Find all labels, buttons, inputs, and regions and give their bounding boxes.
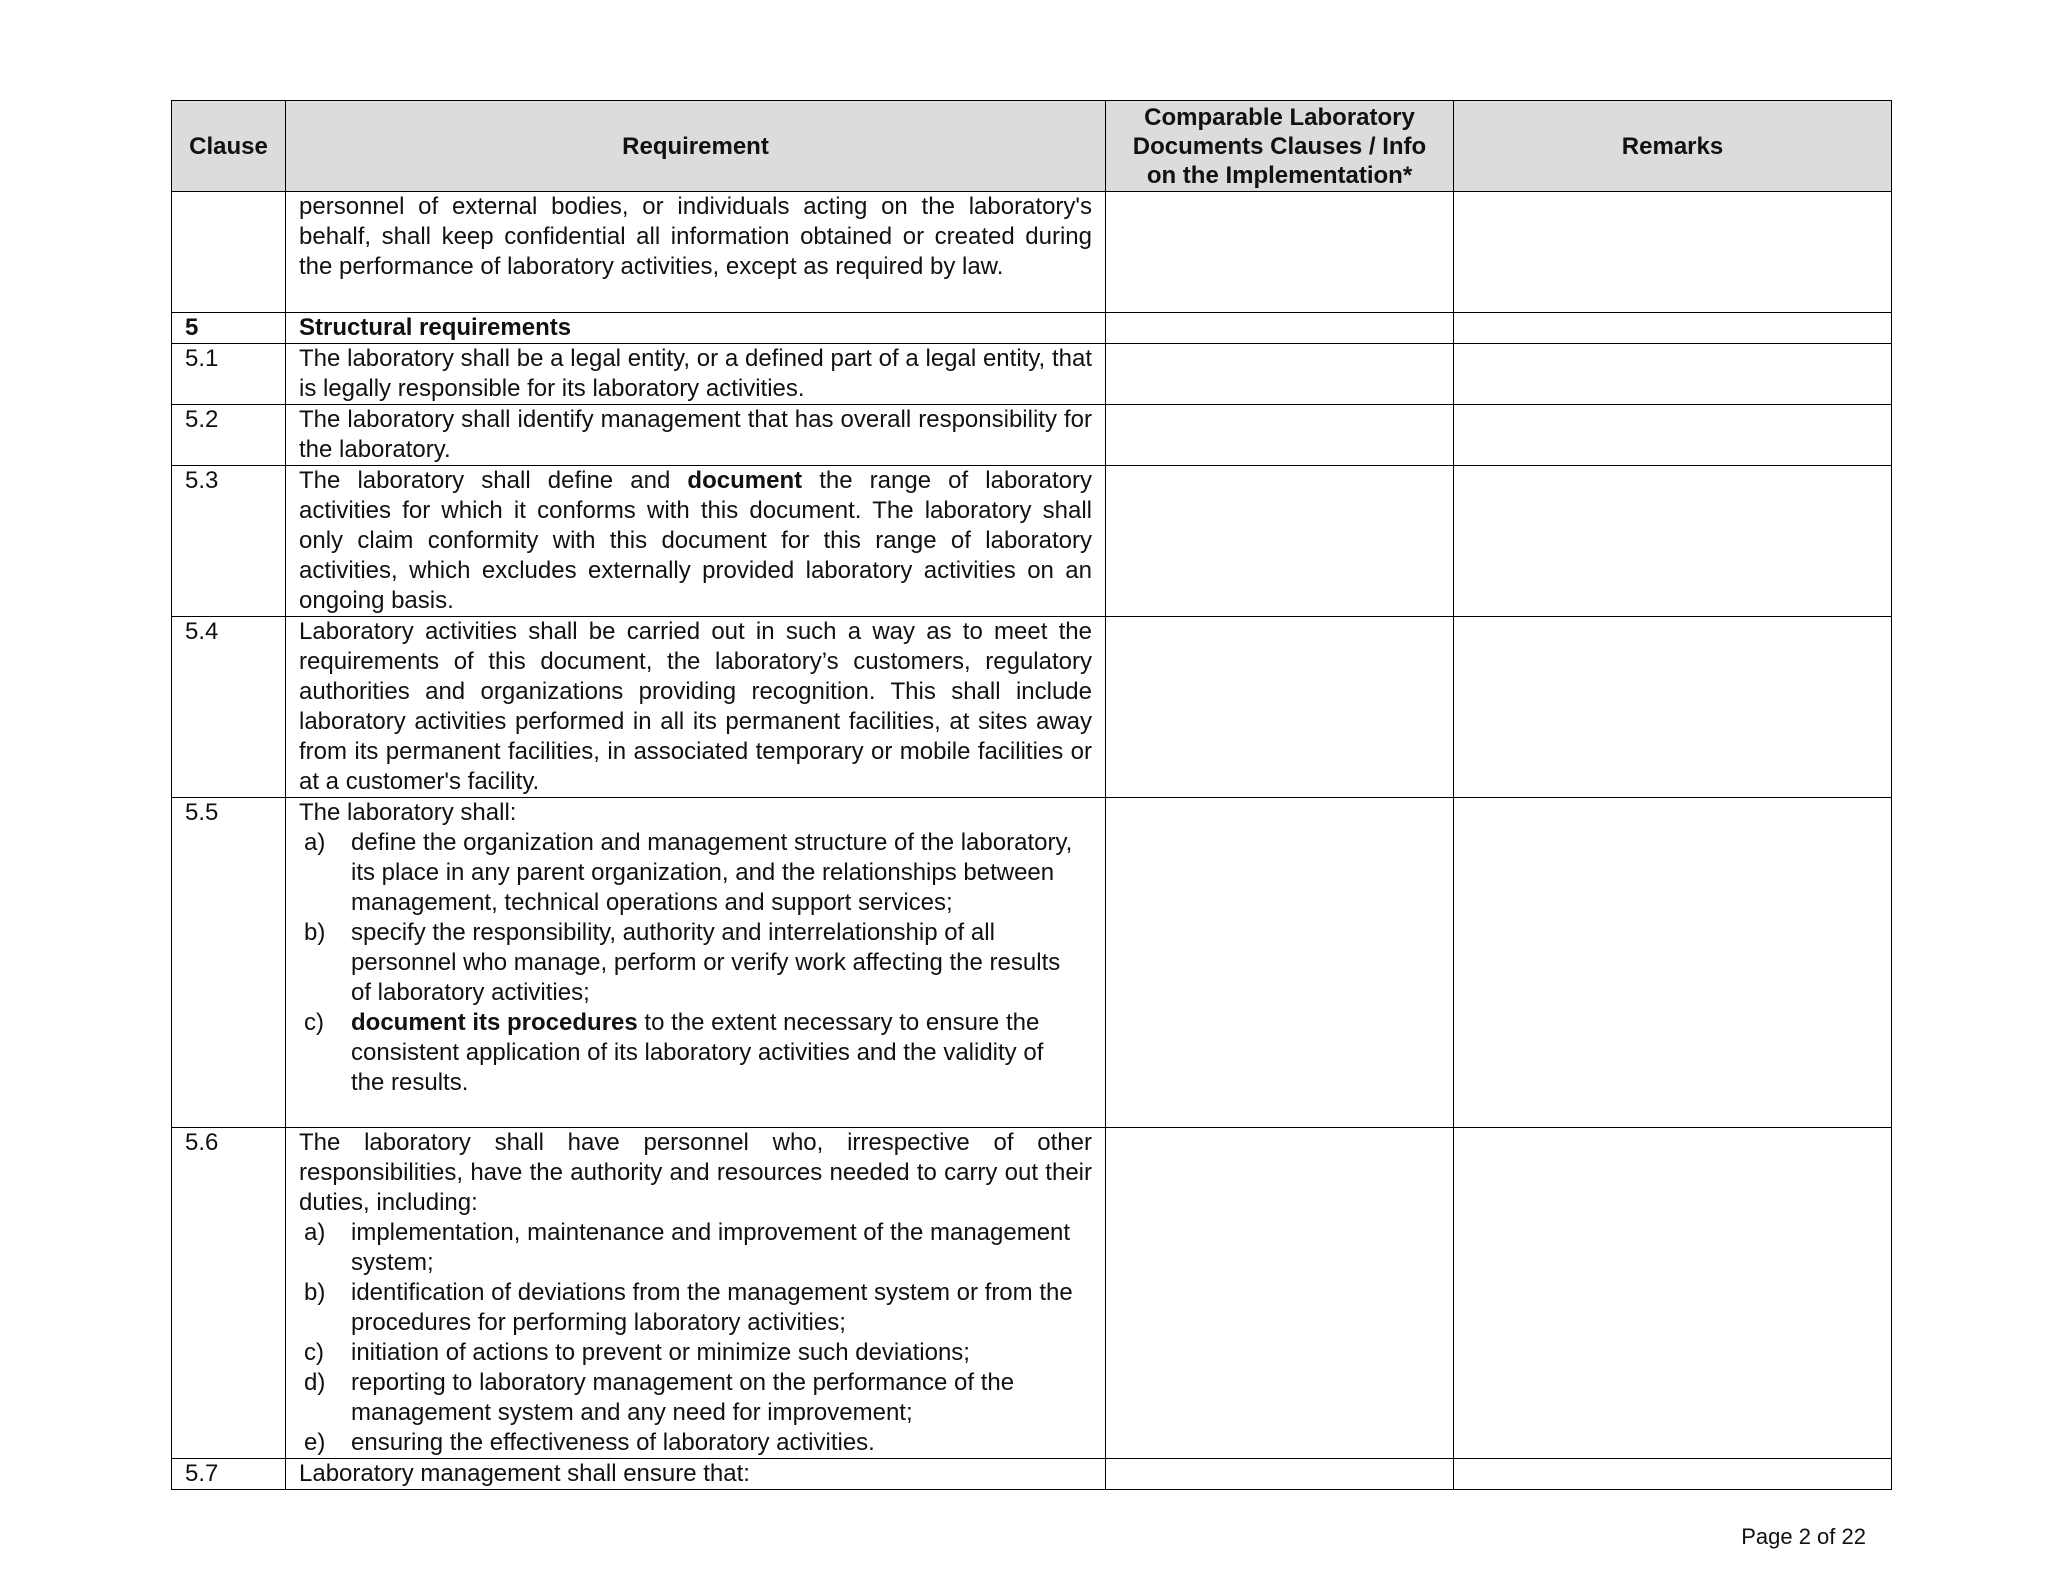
requirement-cell: The laboratory shall be a legal entity, or a defined part of a legal entity, that is legally responsible for its laboratory activities. bbox=[286, 344, 1106, 405]
list-item bbox=[299, 1338, 1092, 1368]
requirement-cell: personnel of external bodies, or individuals acting on the laboratory's behalf, shall keep confidential all information obtained or created during the performance of laboratory activities, except as required by law. bbox=[286, 192, 1106, 313]
requirement-cell: Laboratory activities shall be carried out in such a way as to meet the requirements of this document, the laboratory’s customers, regulatory authorities and organizations providing recognition. This shall include laboratory activities performed in all its permanent facilities, at sites away from its permanent facilities, in associated temporary or mobile facilities or at a customer's facility. bbox=[286, 617, 1106, 798]
emphasis-text: document bbox=[687, 467, 803, 494]
list-item-rest: to the extent necessary to ensure the consistent application of its laboratory activities and the validity of the results. bbox=[351, 1009, 1044, 1096]
requirement-intro: The laboratory shall have personnel who, irrespective of other responsibilities, have the authority and resources needed to carry out their duties, including: bbox=[299, 1129, 1092, 1216]
list-item-text: reporting to laboratory management on the performance of the management system and any need for improvement; bbox=[351, 1369, 1015, 1426]
list-item bbox=[299, 1278, 1092, 1338]
table-row bbox=[172, 1128, 1892, 1459]
remarks-cell bbox=[1454, 617, 1892, 798]
list-marker: c) bbox=[304, 1009, 324, 1036]
remarks-cell bbox=[1454, 192, 1892, 313]
clause-cell: 5.3 bbox=[172, 466, 286, 617]
list-marker: b) bbox=[304, 1279, 326, 1306]
list-item bbox=[299, 1008, 1092, 1098]
comparable-cell bbox=[1106, 405, 1454, 466]
list-item-text: implementation, maintenance and improvement of the management system; bbox=[351, 1219, 1071, 1276]
table-row bbox=[172, 1459, 1892, 1490]
list-marker: b) bbox=[304, 919, 326, 946]
clause-cell: 5.4 bbox=[172, 617, 286, 798]
emphasis-text: document its procedures bbox=[351, 1009, 638, 1036]
table-row bbox=[172, 344, 1892, 405]
list-item-text: specify the responsibility, authority and interrelationship of all personnel who manage, perform or verify work affecting the results of laboratory activities; bbox=[351, 919, 1061, 1006]
requirement-text: the range of laboratory activities for which it conforms with this document. The laboratory shall only claim conformity with this document for this range of laboratory activities, which excludes externally provided laboratory activities on an ongoing basis. bbox=[299, 467, 1093, 614]
comparable-cell bbox=[1106, 1128, 1454, 1459]
requirement-intro: The laboratory shall: bbox=[299, 799, 517, 826]
requirement-cell bbox=[286, 466, 1106, 617]
header-clause: Clause bbox=[172, 101, 286, 192]
list-marker: d) bbox=[304, 1369, 326, 1396]
remarks-cell bbox=[1454, 313, 1892, 344]
list-item-text: ensuring the effectiveness of laboratory activities. bbox=[351, 1429, 875, 1456]
header-remarks: Remarks bbox=[1454, 101, 1892, 192]
requirement-cell: Laboratory management shall ensure that: bbox=[286, 1459, 1106, 1490]
table-row bbox=[172, 405, 1892, 466]
list-marker: a) bbox=[304, 829, 326, 856]
clause-cell: 5.2 bbox=[172, 405, 286, 466]
list-marker: a) bbox=[304, 1219, 326, 1246]
list-marker: c) bbox=[304, 1339, 324, 1366]
comparable-cell bbox=[1106, 313, 1454, 344]
remarks-cell bbox=[1454, 466, 1892, 617]
list-item-text bbox=[351, 1008, 1092, 1098]
comparable-cell bbox=[1106, 798, 1454, 1128]
comparable-cell bbox=[1106, 617, 1454, 798]
table-row bbox=[172, 617, 1892, 798]
clause-cell: 5.5 bbox=[172, 798, 286, 1128]
header-requirement: Requirement bbox=[286, 101, 1106, 192]
comparable-cell bbox=[1106, 192, 1454, 313]
remarks-cell bbox=[1454, 344, 1892, 405]
requirement-list bbox=[299, 828, 1092, 1098]
requirement-text: The laboratory shall define and bbox=[299, 467, 688, 494]
table-row bbox=[172, 466, 1892, 617]
table-header-row bbox=[172, 101, 1892, 192]
header-comparable-documents: Comparable Laboratory Documents Clauses / Info on the Implementation* bbox=[1106, 101, 1454, 192]
requirement-list bbox=[299, 1218, 1092, 1458]
remarks-cell bbox=[1454, 405, 1892, 466]
section-heading: Structural requirements bbox=[286, 313, 1106, 344]
requirements-table bbox=[171, 100, 1892, 1490]
page-number: Page 2 of 22 bbox=[1741, 1524, 1866, 1549]
requirement-cell bbox=[286, 1128, 1106, 1459]
list-item bbox=[299, 1218, 1092, 1278]
clause-cell: 5.7 bbox=[172, 1459, 286, 1490]
clause-cell: 5.6 bbox=[172, 1128, 286, 1459]
table-row bbox=[172, 313, 1892, 344]
requirement-cell bbox=[286, 798, 1106, 1128]
table-row bbox=[172, 798, 1892, 1128]
comparable-cell bbox=[1106, 1459, 1454, 1490]
requirement-cell: The laboratory shall identify management that has overall responsibility for the laboratory. bbox=[286, 405, 1106, 466]
remarks-cell bbox=[1454, 1128, 1892, 1459]
clause-cell bbox=[172, 192, 286, 313]
list-item-text: define the organization and management structure of the laboratory, its place in any parent organization, and the relationships between management, technical operations and support services; bbox=[351, 829, 1073, 916]
list-item-text: identification of deviations from the management system or from the procedures for performing laboratory activities; bbox=[351, 1279, 1073, 1336]
comparable-cell bbox=[1106, 344, 1454, 405]
list-item-text: initiation of actions to prevent or minimize such deviations; bbox=[351, 1339, 970, 1366]
clause-cell: 5.1 bbox=[172, 344, 286, 405]
list-item bbox=[299, 918, 1092, 1008]
comparable-cell bbox=[1106, 466, 1454, 617]
table-row bbox=[172, 192, 1892, 313]
clause-cell: 5 bbox=[172, 313, 286, 344]
remarks-cell bbox=[1454, 798, 1892, 1128]
list-item bbox=[299, 1428, 1092, 1458]
list-marker: e) bbox=[304, 1429, 326, 1456]
list-item bbox=[299, 1368, 1092, 1428]
remarks-cell bbox=[1454, 1459, 1892, 1490]
list-item bbox=[299, 828, 1092, 918]
